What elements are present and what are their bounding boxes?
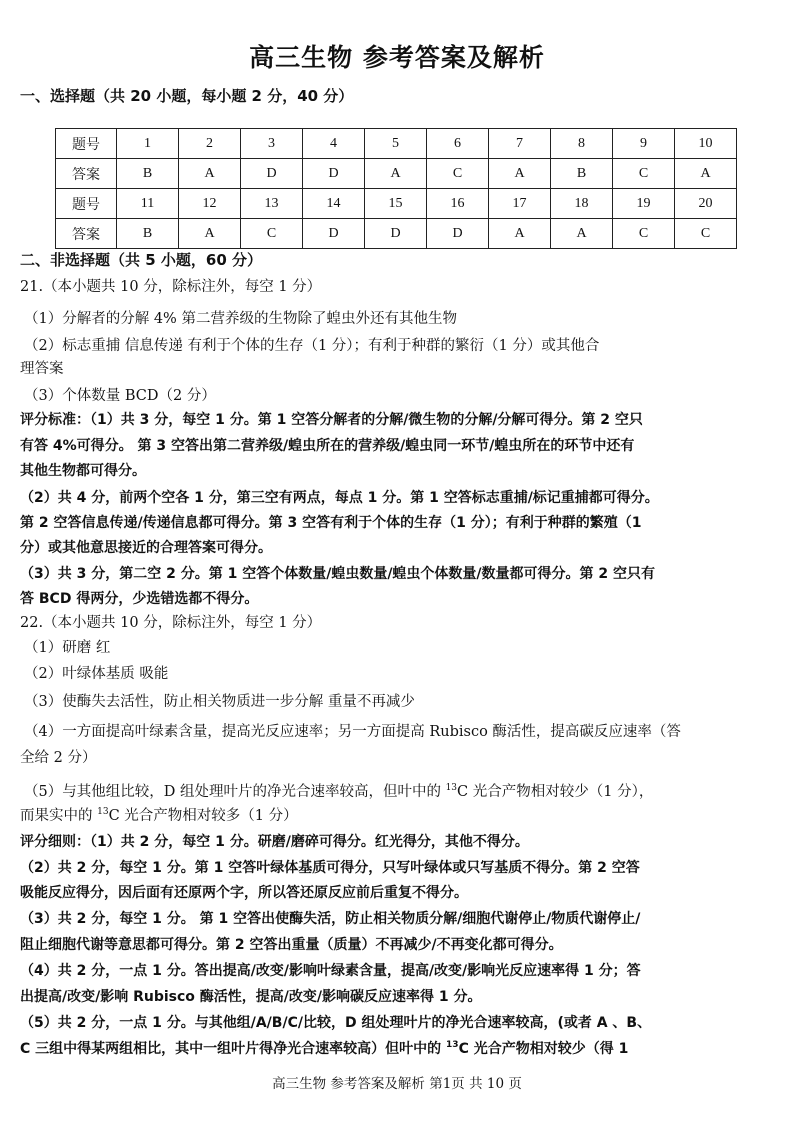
q21-scoring-line: 有答 4%可得分。 第 3 空答出第二营养级/蝗虫所在的营养级/蝗虫同一环节/蝗虫所在的环节中还有: [20, 438, 635, 454]
section-choice-heading: 一、选择题（共 20 小题，每小题 2 分，40 分）: [20, 87, 354, 105]
isotope-superscript: 13: [446, 1040, 459, 1050]
table-row: [56, 219, 737, 249]
q22-scoring-line: （3）共 2 分，每空 1 分。 第 1 空答出使酶失活，防止相关物质分解/细胞代谢停止/物质代谢停止/: [20, 911, 641, 927]
q22-answer-5-text: C 光合产物相对较多（1 分）: [108, 808, 298, 824]
q22-scoring-line: [20, 1039, 770, 1060]
table-cell: A: [675, 159, 737, 189]
table-cell: 17: [489, 189, 551, 219]
table-cell: B: [117, 159, 179, 189]
q21-scoring-line: 答 BCD 得两分，少选错选都不得分。: [20, 591, 259, 607]
q22-scoring-line: 出提高/改变/影响 Rubisco 酶活性，提高/改变/影响碳反应速率得 1 分。: [20, 989, 482, 1005]
q21-scoring-line: 评分标准：（1）共 3 分，每空 1 分。第 1 空答分解者的分解/微生物的分解/分解可得分。第 2 空只: [20, 412, 643, 428]
table-cell: D: [303, 219, 365, 249]
q22-scoring-text: C 三组中得某两组相比，其中一组叶片得净光合速率较高）但叶中的: [20, 1041, 447, 1057]
q22-scoring-line: 阻止细胞代谢等意思都可得分。第 2 空答出重量（质量）不再减少/不再变化都可得分。: [20, 937, 563, 953]
table-row: [56, 189, 737, 219]
table-cell: 2: [179, 129, 241, 159]
q22-answer-2: （2）叶绿体基质 吸能: [24, 666, 169, 682]
table-cell: 20: [675, 189, 737, 219]
table-cell: 10: [675, 129, 737, 159]
table-cell: 题号: [56, 129, 117, 159]
q22-header: 22.（本小题共 10 分，除标注外，每空 1 分）: [20, 615, 322, 631]
table-cell: 3: [241, 129, 303, 159]
table-cell: 8: [551, 129, 613, 159]
q22-scoring-text: C 光合产物相对较少（得 1: [458, 1041, 629, 1057]
table-cell: C: [427, 159, 489, 189]
table-cell: A: [365, 159, 427, 189]
table-cell: B: [117, 219, 179, 249]
table-cell: A: [489, 219, 551, 249]
table-cell: 7: [489, 129, 551, 159]
isotope-superscript: 13: [445, 783, 458, 793]
page-title: 高三生物 参考答案及解析: [249, 43, 545, 72]
q22-scoring-line: （2）共 2 分，每空 1 分。第 1 空答叶绿体基质可得分，只写叶绿体或只写基质不得分。第 2 空答: [20, 860, 640, 876]
table-cell: 9: [613, 129, 675, 159]
table-cell: 5: [365, 129, 427, 159]
section-nonchoice-heading: 二、非选择题（共 5 小题，60 分）: [20, 251, 262, 269]
table-cell: 答案: [56, 159, 117, 189]
table-cell: A: [489, 159, 551, 189]
table-cell: 题号: [56, 189, 117, 219]
table-row: [56, 159, 737, 189]
page-footer: 高三生物 参考答案及解析 第1页 共 10 页: [272, 1076, 522, 1092]
table-cell: C: [241, 219, 303, 249]
q21-scoring-line: 其他生物都可得分。: [20, 463, 146, 479]
table-cell: D: [303, 159, 365, 189]
q21-scoring-line: （2）共 4 分，前两个空各 1 分，第三空有两点，每点 1 分。第 1 空答标志重捕/标记重捕都可得分。: [20, 490, 659, 506]
q21-scoring-line: 第 2 空答信息传递/传递信息都可得分。第 3 空答有利于个体的生存（1 分）；有利于种群的繁殖（1: [20, 515, 642, 531]
q22-scoring-line: （5）共 2 分，一点 1 分。与其他组/A/B/C/比较，D 组处理叶片的净光合速率较高，(或者 A 、B、: [20, 1015, 652, 1031]
q21-answer-2-cont: 理答案: [20, 361, 64, 377]
q21-answer-1: （1）分解者的分解 4% 第二营养级的生物除了蝗虫外还有其他生物: [24, 311, 457, 327]
q22-answer-5-text: C 光合产物相对较少（1 分），: [457, 784, 654, 800]
q22-scoring-line: 评分细则：（1）共 2 分，每空 1 分。研磨/磨碎可得分。红光得分，其他不得分。: [20, 834, 529, 850]
table-cell: B: [551, 159, 613, 189]
table-cell: D: [241, 159, 303, 189]
q22-answer-5-text: 而果实中的: [20, 808, 98, 824]
q21-header: 21.（本小题共 10 分，除标注外，每空 1 分）: [20, 279, 322, 295]
q22-answer-1: （1）研磨 红: [24, 640, 111, 656]
table-cell: A: [179, 219, 241, 249]
table-cell: 18: [551, 189, 613, 219]
table-cell: 15: [365, 189, 427, 219]
q21-scoring-line: （3）共 3 分，第二空 2 分。第 1 空答个体数量/蝗虫数量/蝗虫个体数量/数量都可得分。第 2 空只有: [20, 566, 656, 582]
table-cell: A: [551, 219, 613, 249]
q22-answer-5: [24, 782, 774, 803]
q21-answer-3: （3）个体数量 BCD（2 分）: [24, 388, 216, 404]
table-cell: 4: [303, 129, 365, 159]
q22-answer-5-text: （5）与其他组比较，D 组处理叶片的净光合速率较高，但叶中的: [24, 784, 446, 800]
q22-answer-4-cont: 全给 2 分）: [20, 750, 97, 766]
table-cell: 1: [117, 129, 179, 159]
table-cell: C: [675, 219, 737, 249]
table-cell: C: [613, 219, 675, 249]
table-cell: D: [365, 219, 427, 249]
isotope-superscript: 13: [97, 807, 109, 817]
table-row: [56, 129, 737, 159]
q21-answer-2: （2）标志重捕 信息传递 有利于个体的生存（1 分）；有利于种群的繁衍（1 分）或其他合: [24, 338, 600, 354]
q22-answer-4: （4）一方面提高叶绿素含量，提高光反应速率；另一方面提高 Rubisco 酶活性，提高碳反应速率（答: [24, 724, 681, 740]
q22-scoring-line: 吸能反应得分，因后面有还原两个字，所以答还原反应前后重复不得分。: [20, 885, 468, 901]
table-cell: 12: [179, 189, 241, 219]
table-cell: A: [179, 159, 241, 189]
table-cell: 11: [117, 189, 179, 219]
q22-scoring-line: （4）共 2 分，一点 1 分。答出提高/改变/影响叶绿素含量，提高/改变/影响光反应速率得 1 分；答: [20, 963, 641, 979]
q21-scoring-line: 分）或其他意思接近的合理答案可得分。: [20, 540, 272, 556]
table-cell: 6: [427, 129, 489, 159]
q22-answer-5-cont: [20, 806, 770, 827]
table-cell: 16: [427, 189, 489, 219]
table-cell: D: [427, 219, 489, 249]
table-cell: 答案: [56, 219, 117, 249]
table-cell: 19: [613, 189, 675, 219]
table-cell: C: [613, 159, 675, 189]
table-cell: 14: [303, 189, 365, 219]
table-cell: 13: [241, 189, 303, 219]
q22-answer-3: （3）使酶失去活性，防止相关物质进一步分解 重量不再减少: [24, 694, 415, 710]
answer-table: [55, 128, 737, 249]
